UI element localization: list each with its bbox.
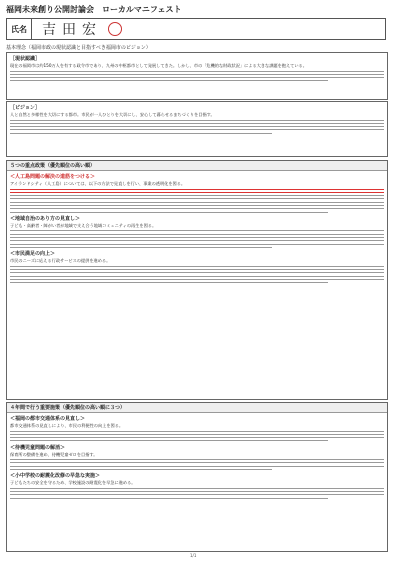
text-lines — [7, 266, 387, 283]
section-heading: ［現状認識］ — [10, 56, 41, 62]
current-status-section — [6, 52, 388, 100]
priority-policies-section — [6, 160, 388, 400]
section-text: 現在の福岡市は約150万人を有する政令市であり、九州の中枢都市として発展してきた。しかし、市の「危機的な財政状況」による大きな課題を抱えている。 — [10, 63, 307, 68]
header — [6, 4, 386, 40]
text-lines — [7, 189, 387, 213]
subheading: ＜人工島問題の解決の道筋をつける＞ — [10, 174, 96, 180]
name-value: 吉田宏 — [42, 22, 102, 38]
section-text: 保育所の整備を進め、待機児童ゼロを目指す。 — [10, 451, 98, 457]
section-text: 人と自然と多様性を大切にする都市。市民が一人ひとりを大切にし、安心して暮らせるまちづくりを目指す。 — [10, 112, 215, 117]
key-measures-section — [6, 402, 388, 552]
section-text: 都市交通体系の見直しにより、市民の利便性の向上を図る。 — [10, 423, 124, 428]
section-heading: ［ビジョン］ — [10, 105, 40, 111]
page-number: 1/1 — [190, 553, 197, 558]
section-text: アイランドシティ（人工島）については、以下の方法で見直しを行い、事業の透明化を図る。 — [10, 181, 186, 186]
section-text: 市民のニーズに応える行政サービスの提供を進める。 — [10, 258, 111, 264]
seal-stamp — [108, 22, 122, 36]
subheading: ＜福岡の都市交通体系の見直し＞ — [10, 416, 86, 422]
text-lines — [7, 488, 387, 499]
subheading: ＜小中学校の耐震化改修の早急な実施＞ — [10, 473, 101, 480]
section-heading: ４年間で行う重要施策（優先順位の高い順に３つ） — [7, 403, 387, 413]
section-text: 子ども・高齢者・障がい者が地域で支え合う地域コミュニティの再生を図る。 — [10, 222, 157, 228]
section-heading: ５つの重点政策（優先順位の高い順） — [7, 161, 387, 171]
text-lines — [7, 120, 387, 134]
subheading: ＜待機児童問題の解消＞ — [10, 444, 66, 451]
basic-principle-label: 基本理念（福岡市政の現状認識と目指すべき福岡市のビジョン） — [6, 45, 151, 51]
section-text: 子どもたちの安全を守るため、学校施設の耐震化を早急に進める。 — [10, 480, 136, 486]
subheading: ＜市民満足の向上＞ — [10, 251, 56, 258]
text-lines — [7, 230, 387, 247]
name-label: 氏名 — [7, 19, 32, 39]
name-box — [6, 18, 386, 40]
subheading: ＜地域自治のあり方の見直し＞ — [10, 215, 81, 222]
page-title: 福岡未来創り公開討論会 ローカルマニフェスト — [6, 5, 182, 14]
vision-section — [6, 101, 388, 157]
text-lines — [7, 459, 387, 470]
text-lines — [7, 71, 387, 82]
text-lines — [7, 431, 387, 442]
